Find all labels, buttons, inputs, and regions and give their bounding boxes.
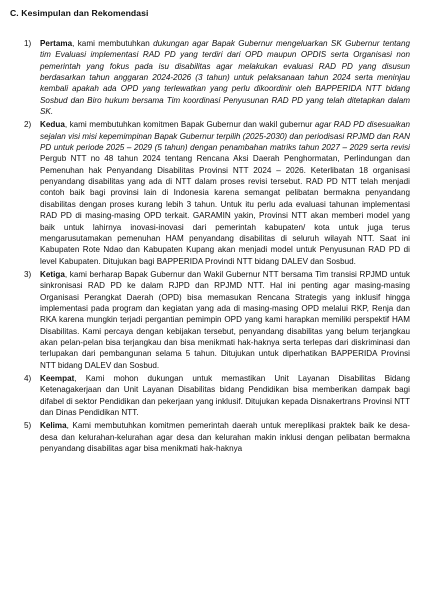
recommendation-item-4 (24, 373, 410, 418)
item-text (40, 119, 410, 266)
item-number: 5) (24, 421, 32, 431)
item-number: 2) (24, 120, 32, 130)
item-number: 4) (24, 373, 32, 383)
recommendation-item-2 (24, 119, 410, 266)
item-text (40, 373, 410, 418)
item-text-segment: , kami membutuhkan komitmen Bapak Gubernur dan wakil gubernur (64, 120, 315, 130)
item-lead-word: Ketiga (40, 269, 65, 279)
item-text-segment: , kami membutuhkan (72, 39, 154, 48)
item-text (40, 38, 410, 117)
item-lead-word: Keempat (40, 373, 75, 383)
item-number: 3) (24, 269, 32, 279)
item-text-segment: , Kami mohon dukungan untuk memastikan Unit Layanan Disabilitas Bidang Ketenagakerjaan dan Unit Layanan Disabilitas bidang Pendidikan bisa memberikan dampak bagi difabel di sektor Pendidikan dan pekerjaan yang inklusif. Ditujukan kepada Disnakertrans Provinsi NTT dan Dinas Pendidikan NTT. (40, 373, 410, 417)
recommendation-item-5 (24, 420, 410, 454)
item-text-segment: , Kami membutuhkan komitmen pemerintah daerah untuk mereplikasi praktek baik ke desa-desa dan kelurahan-kelurahan agar desa dan kelurahan makin inklusi dengan pelibatan bermakna penyandang disabilitas agar bisa menikmati hak-haknya (40, 421, 410, 454)
item-text-segment: dukungan agar Bapak Gubernur mengeluarkan SK Gubernur tentang tim Evaluasi implementasi RAD PD yang terdiri dari OPD maupun OPDIS serta Organisasi non pemerintah yang fokus pada isu disabilitas agar melakukan evaluasi RAD PD yang disusun berdasarkan tahun anggaran 2024-2026 (3 tahun) untuk pelaksanaan tahun 2024 serta meninjau kembali apakah ada OPD yang terlewatkan yang perlu dikoordinir oleh BAPPERIDA NTT bidang Sosbud dan Biro hukum bersama Tim koordinasi Penyusunan RAD PD yang telah ditetapkan dalam SK. (40, 39, 410, 117)
item-lead-word: Kelima (40, 421, 67, 431)
item-number: 1) (24, 39, 32, 48)
section-heading: C. Kesimpulan dan Rekomendasi (10, 8, 149, 18)
recommendation-list (24, 38, 410, 456)
recommendation-item-1 (24, 38, 410, 117)
item-text-segment: agar RAD PD disesuaikan sejalan visi misi kepemimpinan Bapak Gubernur terpilih (2025-2030) dan periodisasi RPJMD dan RAN PD untuk periode 2025 – 2029 (5 tahun) dengan penambahan matriks tahun 2027 – 2029 serta revisi (40, 120, 410, 153)
recommendation-item-3 (24, 269, 410, 371)
item-text (40, 420, 410, 454)
item-text-segment: Pergub NTT no 48 tahun 2024 tentang Rencana Aksi Daerah Penghormatan, Perlindungan dan Pemenuhan hak Penyandang Disabilitas Provinsi NTT 2024 – 2026. Keterlibatan 18 organisasi penyandang disabilitas yang ada di NTT dalam proses revisi tersebut. RAD PD NTT telah menjadi contoh baik bagi provinsi lain di Indonesia karena semangat pelibatan bermakna penyandang disabilitas dengan proses kurang lebih 3 tahun. Untuk itu perlu ada evaluasi tahunan implementasi RAD PD di masing-masing OPD terkait. GARAMIN yakin, Provinsi NTT akan memberi model yang baik untuk lahirnya inovasi-inovasi dari pemerintah kabupaten/ kota untuk juga terus mengarusutamakan pemenuhan HAM penyandang disabilitas di seluruh wilayah NTT. Saat ini Kabupaten Rote Ndao dan Kabupaten Kupang akan menjadi model untuk Penyusunan RAD PD di level Kabupaten. Ditujukan bagi BAPPERIDA Provindi NTT bidang DALEV dan Sosbud. (40, 154, 410, 266)
item-lead-word: Pertama (40, 39, 73, 48)
item-lead-word: Kedua (40, 120, 65, 130)
item-text-segment: , kami berharap Bapak Gubernur dan Wakil Gubernur NTT bersama Tim transisi RPJMD untuk sinkronisasi RAD PD ke dalam RJPD dan RPJMD NTT. Hal ini penting agar masing-masing Organisasi Perangkat Daerah (OPD) bisa memasukan Rencana Strategis yang inklusif hingga implementasi pada program dan kegiatan yang ada di masing-masing OPD melalui RKP, Renja dan RKA karena mungkin terjadi pergantian pemimpin OPD yang kami harapkan memiliki perspektif HAM Disabilitas. Kami percaya dengan kebijakan tersebut, penyandang disabilitas yang belum terjangkau akan pelan-pelan bisa terjangkau dan bisa menikmati hak-haknya serta terlepas dari diskriminasi dan terlupakan dari pembangunan selama 5 tahun. Ditujukan untuk diperhatikan BAPPERIDA Provinsi NTT bidang DALEV dan Sosbud. (40, 269, 410, 370)
item-text (40, 269, 410, 371)
